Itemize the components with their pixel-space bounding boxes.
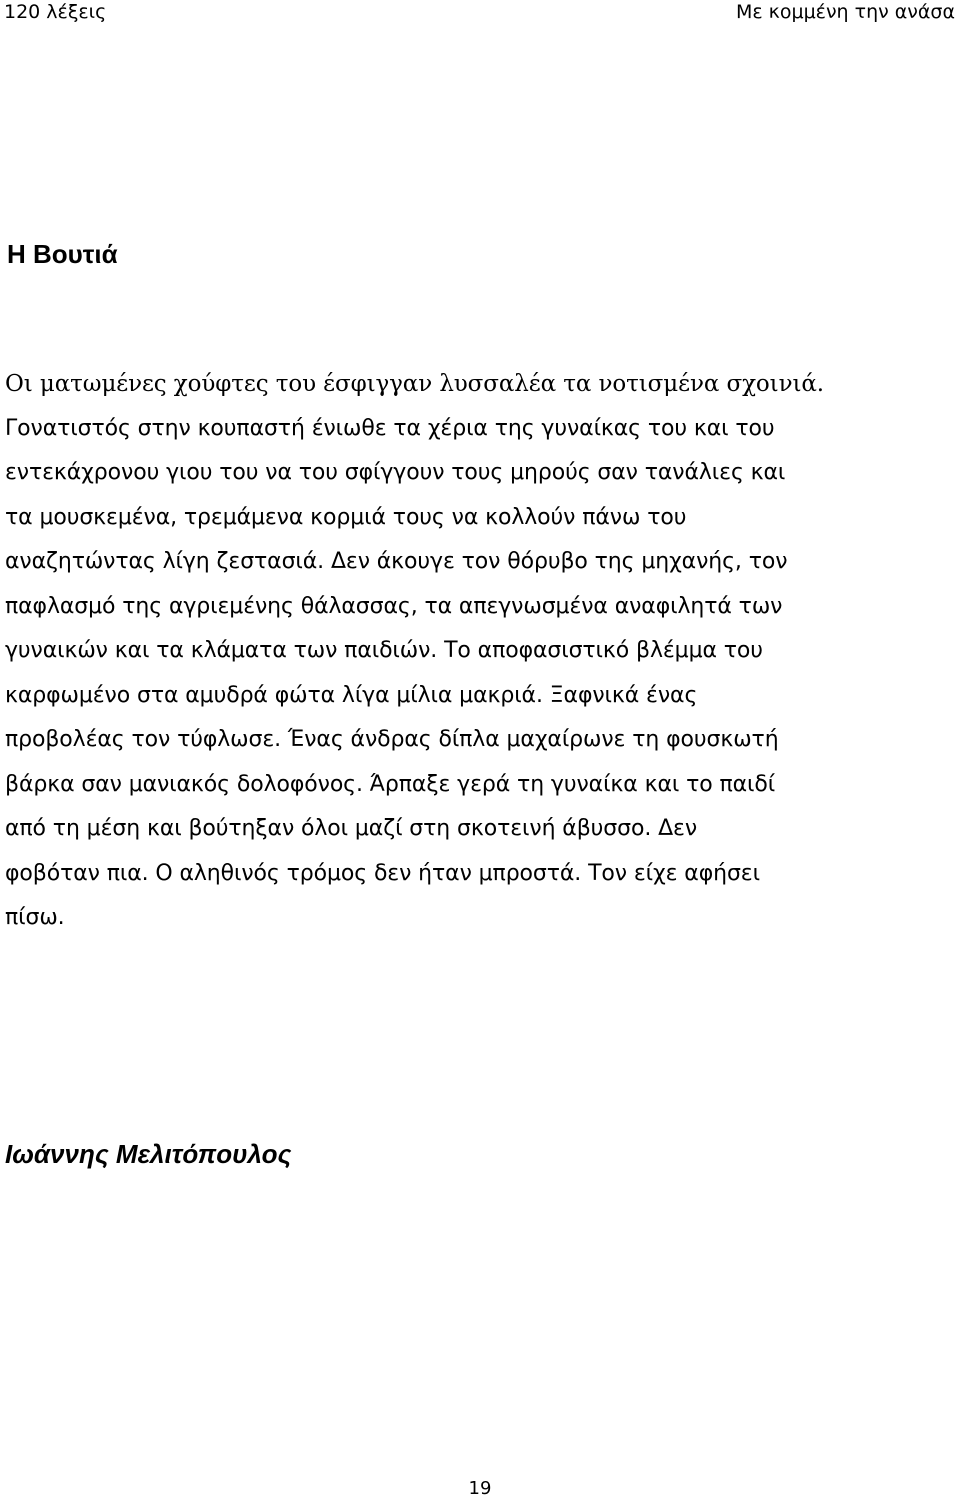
story-line: φοβόταν πια. Ο αληθινός τρόμος δεν ήταν μπροστά. Τον είχε αφήσει <box>5 860 760 886</box>
story-line: αναζητώντας λίγη ζεστασιά. Δεν άκουγε τον θόρυβο της μηχανής, τον <box>5 549 788 574</box>
story-line: από τη μέση και βούτηξαν όλοι μαζί στη σκοτεινή άβυσσο. Δεν <box>5 816 698 841</box>
story-line: εντεκάχρονου γιου του να του σφίγγουν τους μηρούς σαν τανάλιες και <box>5 460 786 485</box>
story-line: βάρκα σαν μανιακός δολοφόνος. Άρπαξε γερά τη γυναίκα και το παιδί <box>5 771 776 797</box>
page-number: 19 <box>468 1478 492 1499</box>
header-word-count: 120 λέξεις <box>4 1 107 23</box>
story-line: τα μουσκεμένα, τρεμάμενα κορμιά τους να κολλούν πάνω του <box>5 504 687 530</box>
story-body <box>5 362 952 941</box>
running-header <box>0 0 960 26</box>
story-line: παφλασμό της αγριεμένης θάλασσας, τα απεγνωσμένα αναφιλητά των <box>5 593 783 619</box>
story-line: γυναικών και τα κλάματα των παιδιών. Το αποφασιστικό βλέμμα του <box>5 638 763 663</box>
author-name: Ιωάννης Μελιτόπουλος <box>5 1139 292 1169</box>
story-title: Η Βουτιά <box>7 239 118 269</box>
story-line: Οι ματωμένες χούφτες του έσφιγγαν λυσσαλέα τα νοτισμένα σχοινιά. <box>5 371 825 397</box>
story-line: πίσω. <box>5 905 65 930</box>
story-line: Γονατιστός στην κουπαστή ένιωθε τα χέρια της γυναίκας του και του <box>5 415 775 441</box>
story-line: καρφωμένο στα αμυδρά φώτα λίγα μίλια μακριά. Ξαφνικά ένας <box>5 682 698 708</box>
story-line: προβολέας τον τύφλωσε. Ένας άνδρας δίπλα μαχαίρωνε τη φουσκωτή <box>5 727 779 752</box>
header-collection-title: Με κομμένη την ανάσα <box>735 1 955 23</box>
